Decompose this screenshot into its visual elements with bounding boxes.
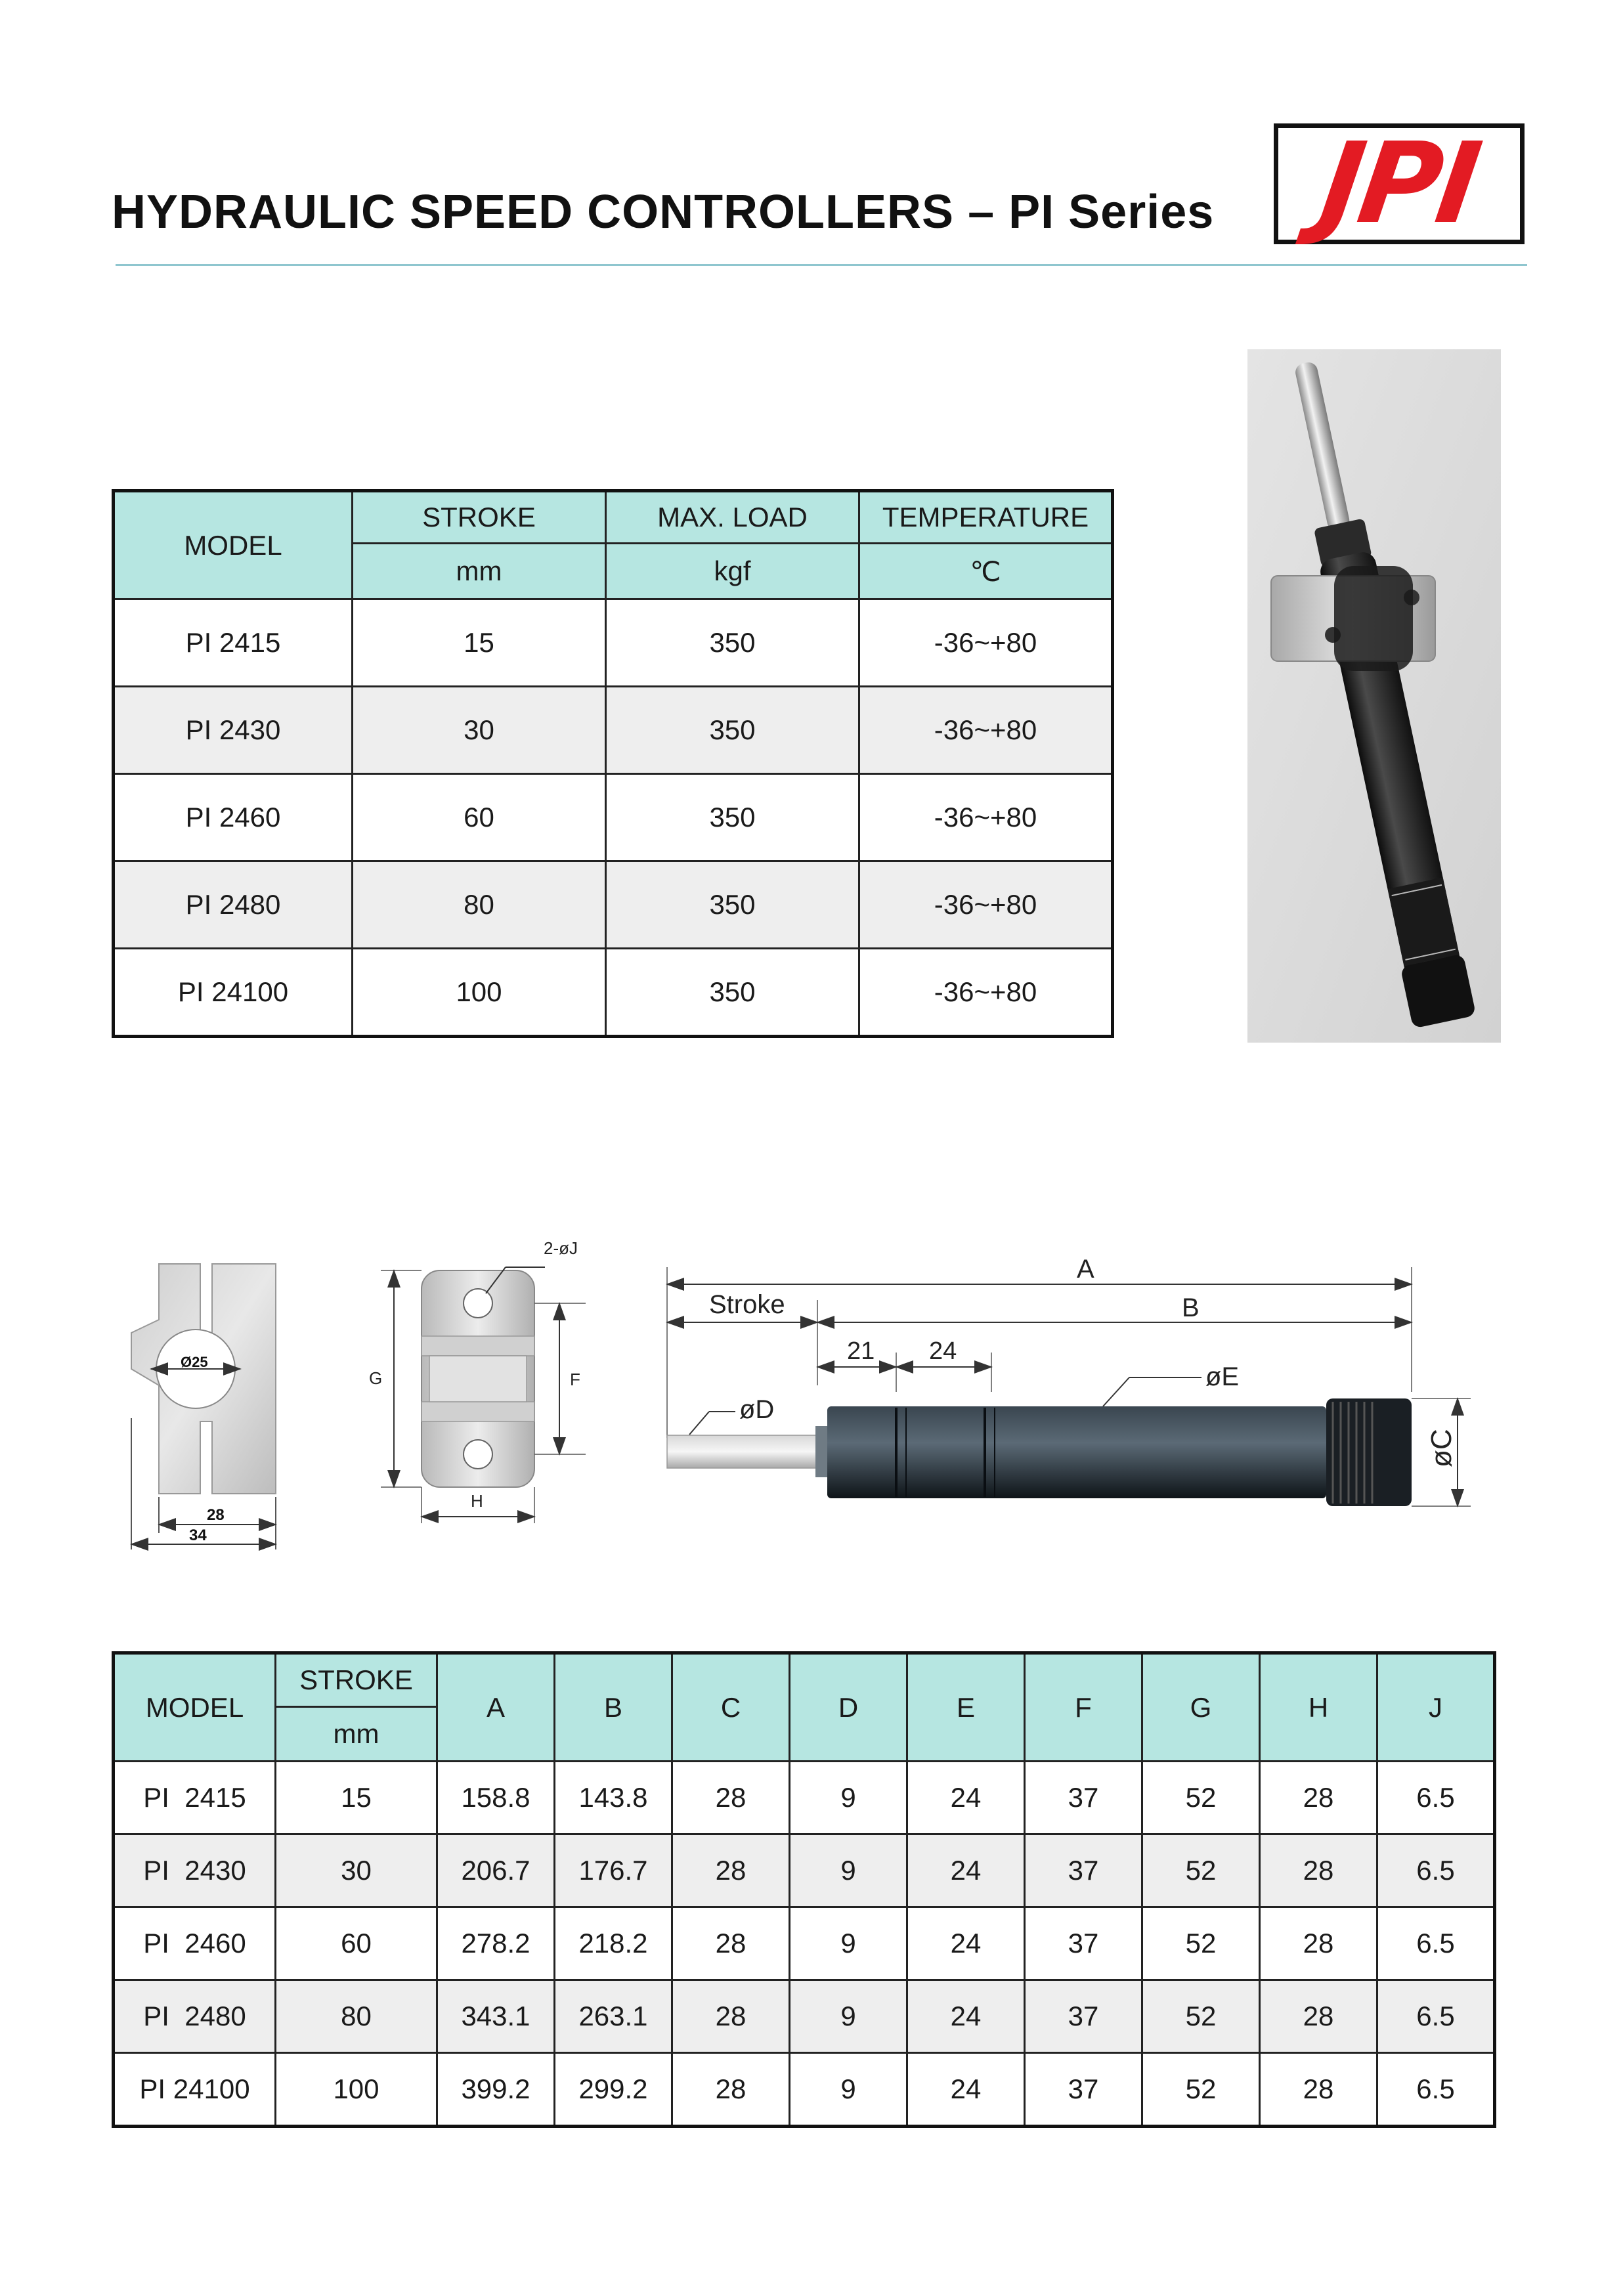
dim-stroke-label: Stroke bbox=[709, 1290, 785, 1319]
dim-header-model: MODEL bbox=[114, 1653, 276, 1762]
dim-header-stroke: STROKE bbox=[276, 1653, 437, 1707]
title-divider bbox=[116, 264, 1527, 266]
dimension-table bbox=[112, 1651, 1496, 2128]
cell-e: 24 bbox=[907, 1980, 1025, 2053]
cell-stroke: 15 bbox=[353, 599, 606, 687]
spec-header-max-load: MAX. LOAD bbox=[606, 491, 859, 544]
cell-h: 28 bbox=[1260, 1980, 1377, 2053]
cell-max-load: 350 bbox=[606, 687, 859, 774]
cell-c: 28 bbox=[672, 1907, 790, 1980]
table-row bbox=[114, 2053, 1495, 2127]
product-photo bbox=[1247, 349, 1501, 1043]
dim-d-label: øD bbox=[739, 1395, 775, 1424]
cell-d: 9 bbox=[790, 1980, 907, 2053]
dim-header-e: E bbox=[907, 1653, 1025, 1762]
cell-h: 28 bbox=[1260, 1907, 1377, 1980]
brand-logo bbox=[1274, 119, 1525, 249]
cell-d: 9 bbox=[790, 2053, 907, 2127]
cell-model: PI 2415 bbox=[114, 1762, 276, 1834]
cell-j: 6.5 bbox=[1377, 2053, 1495, 2127]
cell-stroke: 80 bbox=[276, 1980, 437, 2053]
logo-text: JPI bbox=[1313, 119, 1485, 249]
dim-a-label: A bbox=[1077, 1255, 1094, 1284]
cell-d: 9 bbox=[790, 1834, 907, 1907]
cell-e: 24 bbox=[907, 1834, 1025, 1907]
cell-f: 37 bbox=[1025, 1762, 1142, 1834]
cell-a: 343.1 bbox=[437, 1980, 555, 2053]
cell-g: 52 bbox=[1142, 1762, 1260, 1834]
cell-a: 399.2 bbox=[437, 2053, 555, 2127]
dim-header-b: B bbox=[555, 1653, 672, 1762]
spec-header-stroke: STROKE bbox=[353, 491, 606, 544]
dim-header-j: J bbox=[1377, 1653, 1495, 1762]
cell-f: 37 bbox=[1025, 1907, 1142, 1980]
dim-header-g: G bbox=[1142, 1653, 1260, 1762]
dim-e-label: øE bbox=[1205, 1362, 1240, 1391]
cell-e: 24 bbox=[907, 1762, 1025, 1834]
cell-model: PI 24100 bbox=[114, 949, 353, 1037]
dimension-drawing bbox=[118, 1221, 1497, 1563]
table-row bbox=[114, 1907, 1495, 1980]
cell-max-load: 350 bbox=[606, 774, 859, 861]
table-row bbox=[114, 774, 1113, 861]
cell-model: PI 2460 bbox=[114, 774, 353, 861]
cell-g: 52 bbox=[1142, 2053, 1260, 2127]
cell-model: PI 2480 bbox=[114, 861, 353, 949]
cell-e: 24 bbox=[907, 2053, 1025, 2127]
plate-width-outer-label: 34 bbox=[189, 1527, 207, 1544]
cell-b: 263.1 bbox=[555, 1980, 672, 2053]
cell-temperature: -36~+80 bbox=[859, 687, 1113, 774]
cell-stroke: 30 bbox=[353, 687, 606, 774]
cell-f: 37 bbox=[1025, 1834, 1142, 1907]
dim-header-h: H bbox=[1260, 1653, 1377, 1762]
cell-stroke: 80 bbox=[353, 861, 606, 949]
mounting-plate-drawing bbox=[131, 1264, 276, 1549]
dim-unit-stroke: mm bbox=[276, 1707, 437, 1762]
spec-header-temperature: TEMPERATURE bbox=[859, 491, 1113, 544]
cell-d: 9 bbox=[790, 1907, 907, 1980]
cell-a: 206.7 bbox=[437, 1834, 555, 1907]
cell-temperature: -36~+80 bbox=[859, 599, 1113, 687]
page-title: HYDRAULIC SPEED CONTROLLERS – PI Series bbox=[112, 186, 1215, 238]
cell-stroke: 100 bbox=[353, 949, 606, 1037]
spec-table bbox=[112, 489, 1114, 1038]
dim-header-a: A bbox=[437, 1653, 555, 1762]
cell-b: 143.8 bbox=[555, 1762, 672, 1834]
table-row bbox=[114, 599, 1113, 687]
dim-header-f: F bbox=[1025, 1653, 1142, 1762]
cell-c: 28 bbox=[672, 1834, 790, 1907]
cell-f: 37 bbox=[1025, 1980, 1142, 2053]
dim-21-label: 21 bbox=[847, 1337, 875, 1365]
cell-c: 28 bbox=[672, 1980, 790, 2053]
cell-model: PI 2460 bbox=[114, 1907, 276, 1980]
cell-b: 218.2 bbox=[555, 1907, 672, 1980]
table-row bbox=[114, 949, 1113, 1037]
cell-temperature: -36~+80 bbox=[859, 774, 1113, 861]
cell-model: PI 2430 bbox=[114, 1834, 276, 1907]
dim-c-label: øC bbox=[1425, 1429, 1458, 1467]
dim-b-label: B bbox=[1182, 1293, 1200, 1322]
cell-b: 176.7 bbox=[555, 1834, 672, 1907]
cell-max-load: 350 bbox=[606, 949, 859, 1037]
cell-stroke: 60 bbox=[353, 774, 606, 861]
dim-header-d: D bbox=[790, 1653, 907, 1762]
cell-g: 52 bbox=[1142, 1834, 1260, 1907]
spec-unit-stroke: mm bbox=[353, 544, 606, 599]
cell-g: 52 bbox=[1142, 1980, 1260, 2053]
cell-a: 158.8 bbox=[437, 1762, 555, 1834]
cell-model: PI 2430 bbox=[114, 687, 353, 774]
block-f-label: F bbox=[570, 1370, 580, 1389]
cylinder-drawing bbox=[667, 1255, 1471, 1506]
cell-model: PI 2415 bbox=[114, 599, 353, 687]
cell-j: 6.5 bbox=[1377, 1980, 1495, 2053]
table-row bbox=[114, 1834, 1495, 1907]
plate-width-inner-label: 28 bbox=[207, 1506, 225, 1524]
cell-g: 52 bbox=[1142, 1907, 1260, 1980]
cell-stroke: 60 bbox=[276, 1907, 437, 1980]
cell-c: 28 bbox=[672, 1762, 790, 1834]
cell-c: 28 bbox=[672, 2053, 790, 2127]
block-g-label: G bbox=[369, 1368, 383, 1388]
cell-model: PI 24100 bbox=[114, 2053, 276, 2127]
cell-d: 9 bbox=[790, 1762, 907, 1834]
clamp-block-drawing bbox=[369, 1238, 586, 1523]
cell-stroke: 30 bbox=[276, 1834, 437, 1907]
cell-e: 24 bbox=[907, 1907, 1025, 1980]
cell-h: 28 bbox=[1260, 1834, 1377, 1907]
cell-max-load: 350 bbox=[606, 861, 859, 949]
block-h-label: H bbox=[471, 1491, 483, 1511]
cell-j: 6.5 bbox=[1377, 1762, 1495, 1834]
spec-unit-temperature: ℃ bbox=[859, 544, 1113, 599]
spec-header-model: MODEL bbox=[114, 491, 353, 599]
cell-j: 6.5 bbox=[1377, 1834, 1495, 1907]
cell-a: 278.2 bbox=[437, 1907, 555, 1980]
plate-bore-label: Ø25 bbox=[181, 1354, 208, 1370]
cell-stroke: 100 bbox=[276, 2053, 437, 2127]
table-row bbox=[114, 1762, 1495, 1834]
cell-temperature: -36~+80 bbox=[859, 861, 1113, 949]
cell-model: PI 2480 bbox=[114, 1980, 276, 2053]
cell-h: 28 bbox=[1260, 2053, 1377, 2127]
cell-b: 299.2 bbox=[555, 2053, 672, 2127]
cell-stroke: 15 bbox=[276, 1762, 437, 1834]
cell-h: 28 bbox=[1260, 1762, 1377, 1834]
cell-f: 37 bbox=[1025, 2053, 1142, 2127]
cell-j: 6.5 bbox=[1377, 1907, 1495, 1980]
table-row bbox=[114, 861, 1113, 949]
dim-24-label: 24 bbox=[929, 1337, 957, 1365]
spec-unit-max-load: kgf bbox=[606, 544, 859, 599]
dim-header-c: C bbox=[672, 1653, 790, 1762]
cell-max-load: 350 bbox=[606, 599, 859, 687]
cell-temperature: -36~+80 bbox=[859, 949, 1113, 1037]
table-row bbox=[114, 1980, 1495, 2053]
table-row bbox=[114, 687, 1113, 774]
block-holes-label: 2-øJ bbox=[544, 1238, 578, 1258]
